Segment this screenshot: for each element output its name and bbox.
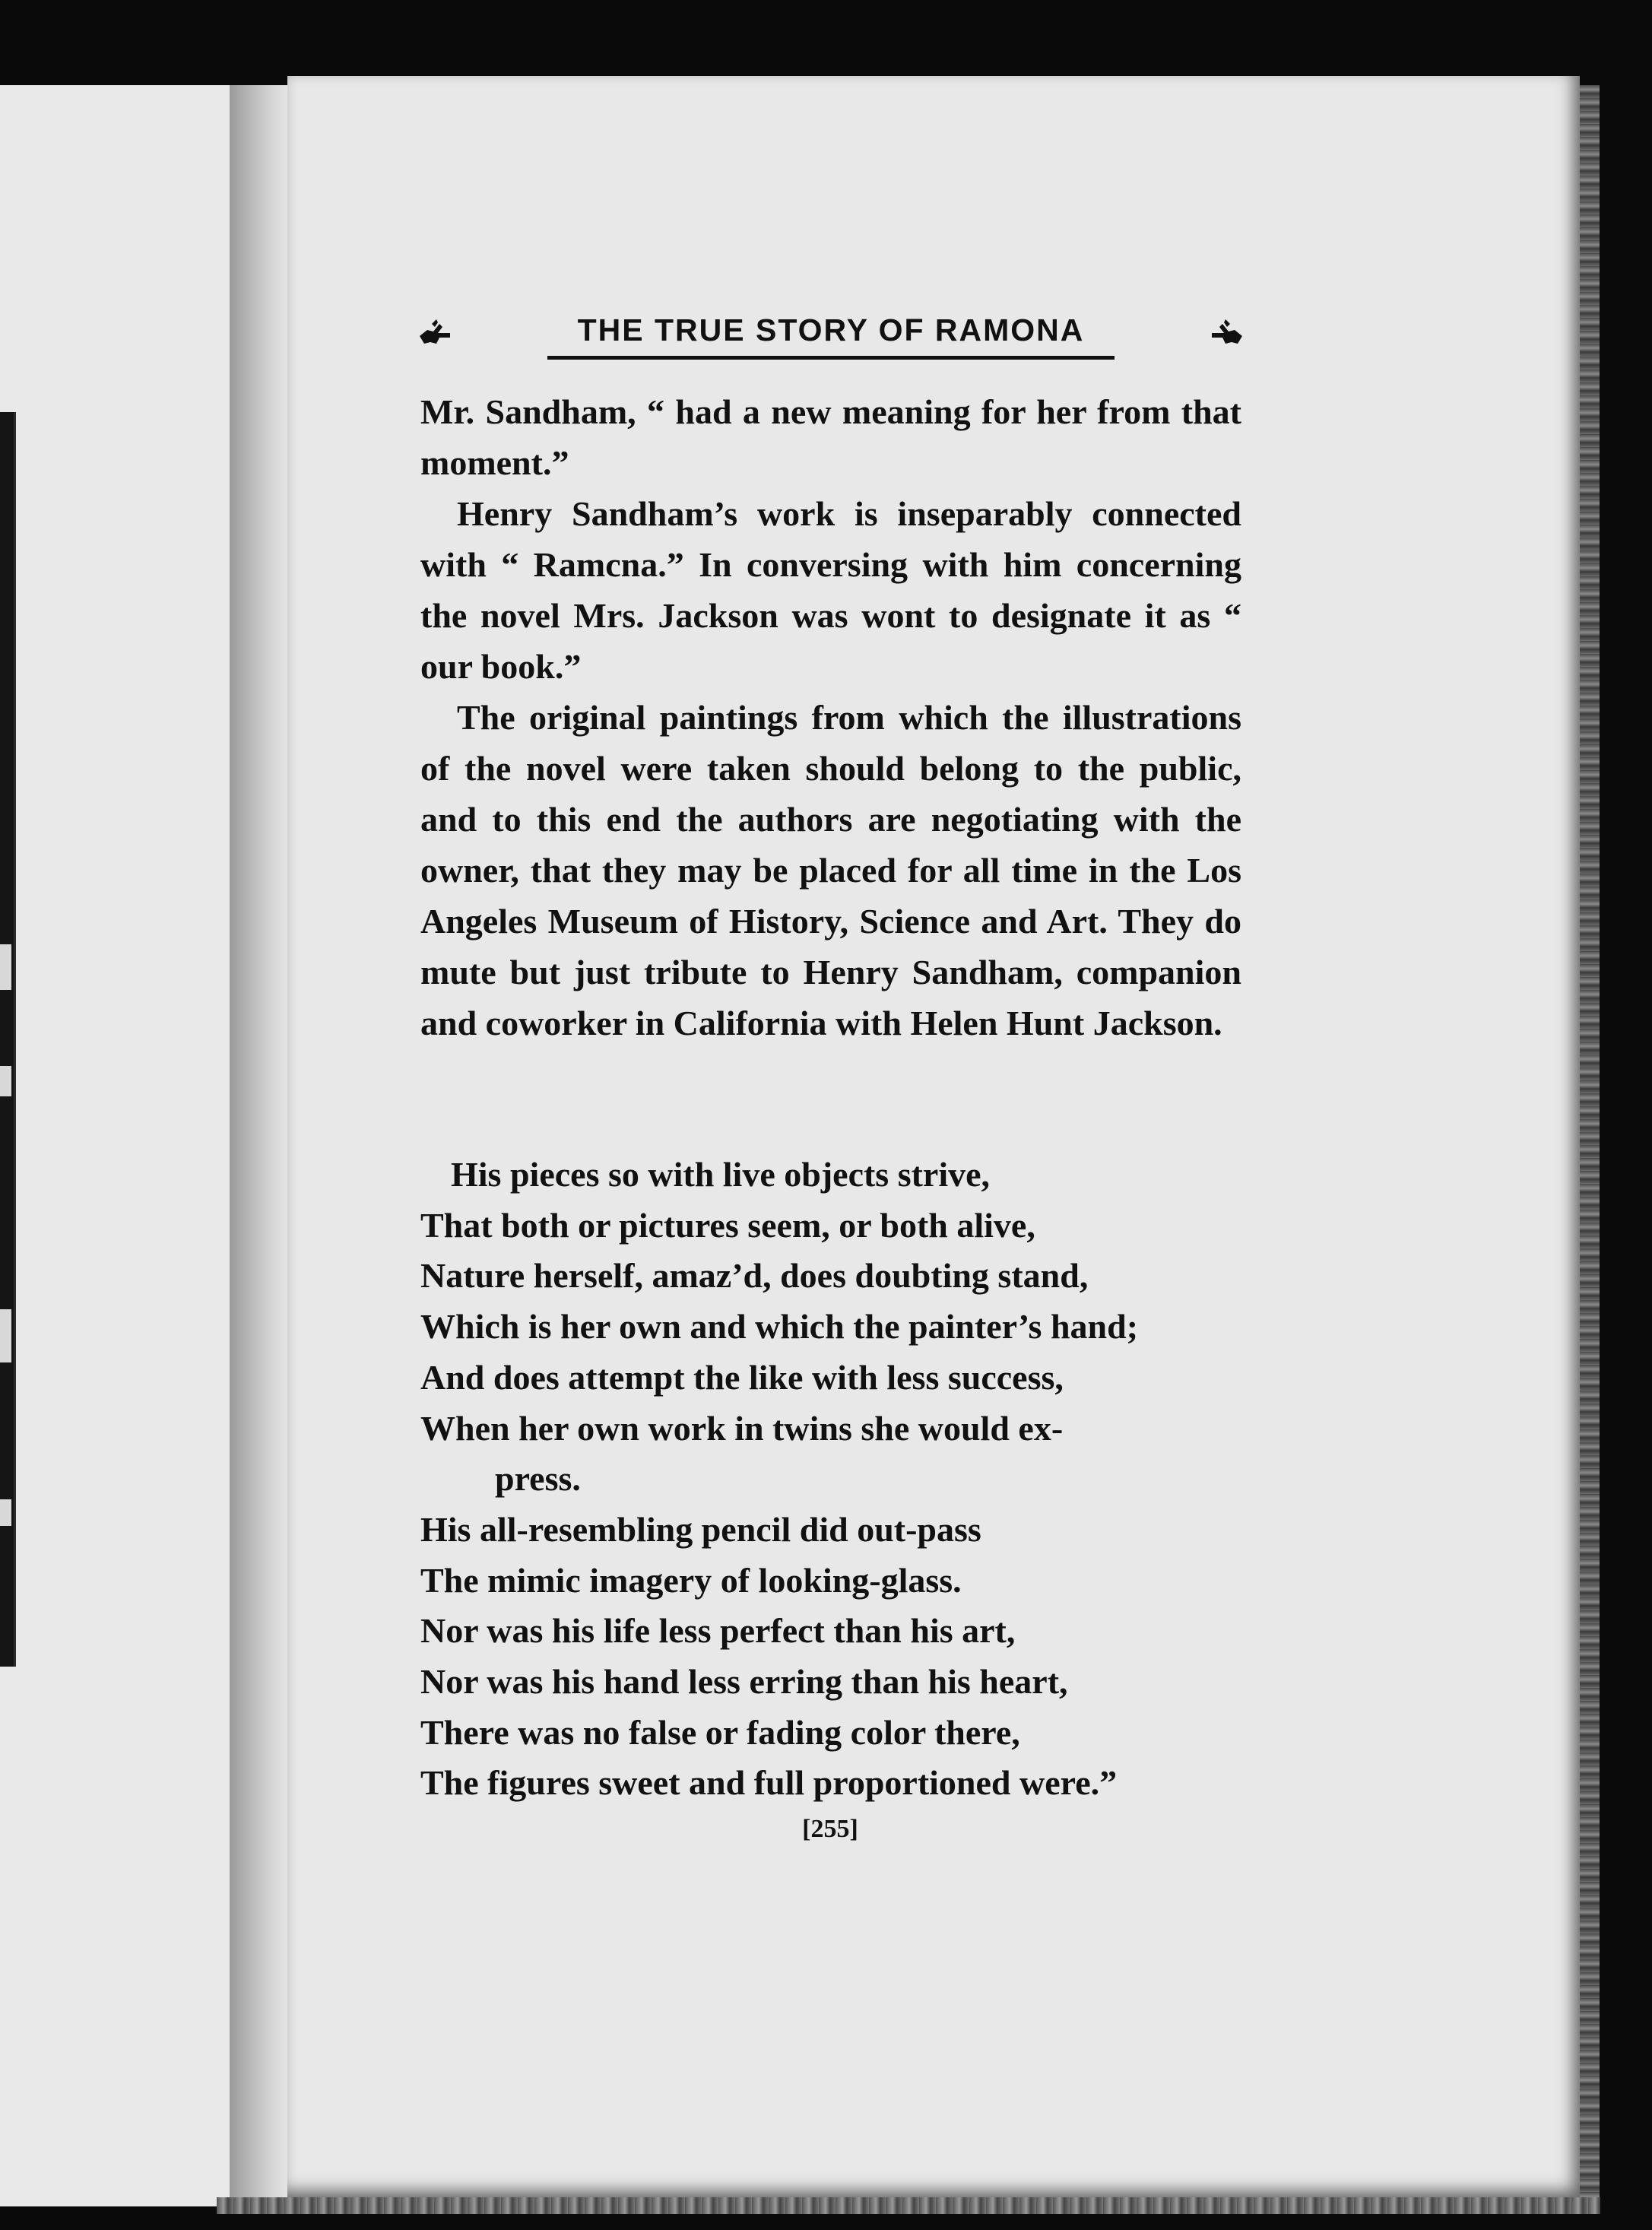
poem-line: Nor was his hand less erring than his heart, (420, 1662, 1068, 1702)
paragraph: The original paintings from which the illustrations of the novel were taken should belong to the public, and to this end the authors are negotiating with the owner, that they may be placed for all time in the Los Angeles Museum of History, Science and Art. They do mute but just tribute to Henry Sandham, companion and coworker in California with Helen Hunt Jackson. (420, 698, 1241, 1042)
poem-line: press. (495, 1459, 581, 1499)
poem-line: Which is her own and which the painter’s hand; (420, 1307, 1139, 1347)
poem-line: His all-resembling pencil did out-pass (420, 1509, 981, 1549)
header-rule (547, 356, 1115, 360)
illustration-plate-edge (0, 412, 16, 1667)
page-edge (1580, 85, 1600, 2214)
poem-line: Nor was his life less perfect than his art, (420, 1611, 1016, 1651)
poem-line: His pieces so with live objects strive, (451, 1155, 991, 1194)
pointing-hand-icon (1209, 313, 1245, 350)
poem-line: Nature herself, amaz’d, does doubting stand, (420, 1256, 1089, 1296)
gutter-shadow (230, 85, 290, 2214)
poem-line: There was no false or fading color there, (420, 1712, 1020, 1752)
poem-line: The figures sweet and full proportioned were.” (420, 1763, 1118, 1803)
poem (420, 1150, 1257, 1809)
poem-line: The mimic imagery of looking-glass. (420, 1560, 962, 1600)
poem-line: That both or pictures seem, or both alive, (420, 1205, 1035, 1245)
page-number: [255] (802, 1815, 858, 1843)
page-edge-bottom (217, 2197, 1600, 2214)
poem-line: When her own work in twins she would ex- (420, 1408, 1064, 1448)
running-header (417, 306, 1245, 366)
body-text (420, 386, 1241, 1048)
paragraph: Mr. Sandham, “ had a new meaning for her from that moment.” (420, 392, 1241, 482)
poem-line: And does attempt the like with less success, (420, 1357, 1064, 1397)
pointing-hand-icon (417, 313, 453, 350)
running-title: THE TRUE STORY OF RAMONA (577, 312, 1085, 347)
previous-page (0, 85, 230, 2206)
paragraph: Henry Sandham’s work is inseparably connected with “ Ramcna.” In conversing with him concerning the novel Mrs. Jackson was wont to designate it as “ our book.” (420, 494, 1241, 686)
